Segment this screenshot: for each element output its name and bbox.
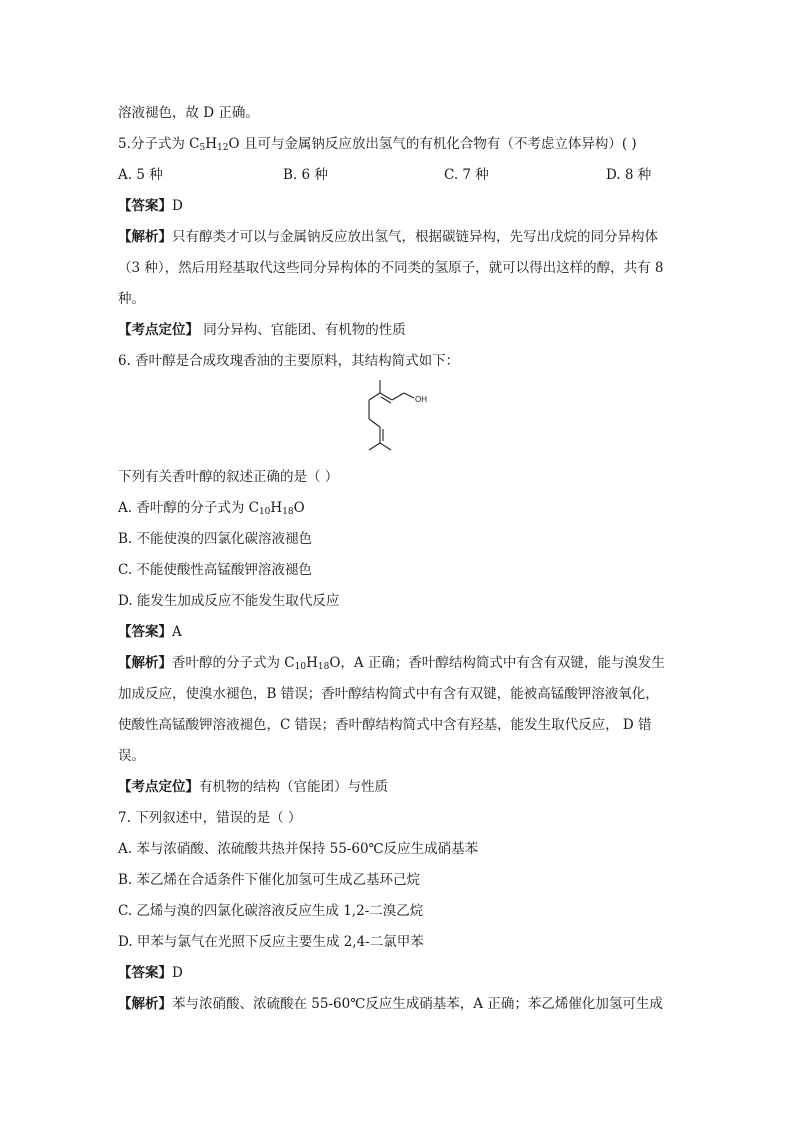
explanation-6-line3: 使酸性高锰酸钾溶液褪色，C 错误；香叶醇结构简式中含有羟基，能发生取代反应， D 错: [118, 717, 652, 733]
geraniol-structure: [350, 375, 440, 465]
explanation-5: 【解析】只有醇类才可以与金属钠反应放出氢气，根据碳链异构，先写出戊烷的同分异构体: [118, 229, 658, 245]
answer-6: 【答案】A: [118, 624, 182, 640]
answer-5: 【答案】D: [118, 198, 183, 214]
hydroxyl-label: OH: [415, 395, 427, 404]
explanation-6-line4: 误。: [118, 748, 145, 764]
option-6b: B. 不能使溴的四氯化碳溶液褪色: [118, 531, 313, 547]
question-7: 7. 下列叙述中，错误的是（ ）: [118, 810, 302, 826]
explanation-6: 【解析】香叶醇的分子式为 $C_{10}H_{18}O$，A 正确；香叶醇结构简式中有含有双键，能与溴发生: [118, 655, 665, 672]
text-line: 溶液褪色，故 D 正确。: [118, 105, 259, 121]
explanation-7: 【解析】苯与浓硝酸、浓硫酸在 55-60℃反应生成硝基苯，A 正确；苯乙烯催化加氢可生成: [118, 996, 663, 1012]
explanation-5-line3: 种。: [118, 291, 145, 307]
option-a: A. 5 种: [118, 167, 163, 183]
question-6: 6. 香叶醇是合成玫瑰香油的主要原料，其结构简式如下：: [118, 353, 460, 369]
option-6c: C. 不能使酸性高锰酸钾溶液褪色: [118, 562, 312, 578]
option-7c: C. 乙烯与溴的四氯化碳溶液反应生成 1,2-二溴乙烷: [118, 903, 424, 919]
key-point-5: 【考点定位】 同分异构、官能团、有机物的性质: [118, 322, 406, 338]
question-6-stem: 下列有关香叶醇的叙述正确的是（ ）: [118, 469, 339, 485]
answer-7: 【答案】D: [118, 965, 183, 981]
option-6d: D. 能发生加成反应不能发生取代反应: [118, 593, 340, 609]
option-7d: D. 甲苯与氯气在光照下反应主要生成 2,4-二氯甲苯: [118, 934, 424, 950]
option-7b: B. 苯乙烯在合适条件下催化加氢可生成乙基环己烷: [118, 872, 421, 888]
explanation-6-line2: 加成反应，使溴水褪色，B 错误；香叶醇结构简式中有含有双键，能被高锰酸钾溶液氧化，: [118, 686, 659, 702]
key-point-6: 【考点定位】有机物的结构（官能团）与性质: [118, 779, 388, 795]
option-c: C. 7 种: [444, 167, 489, 183]
question-5: 5.分子式为 $C_5H_{12}O$ 且可与金属钠反应放出氢气的有机化合物有（不考虑立体异构）( ): [118, 136, 637, 153]
option-6a: A. 香叶醇的分子式为 $C_{10}H_{18}O$: [118, 500, 305, 517]
option-7a: A. 苯与浓硝酸、浓硫酸共热并保持 55-60℃反应生成硝基苯: [118, 841, 479, 857]
option-d: D. 8 种: [606, 167, 652, 183]
explanation-5-line2: （3 种），然后用羟基取代这些同分异构体的不同类的氢原子，就可以得出这样的醇，共有 8: [118, 260, 664, 276]
option-b: B. 6 种: [283, 167, 328, 183]
